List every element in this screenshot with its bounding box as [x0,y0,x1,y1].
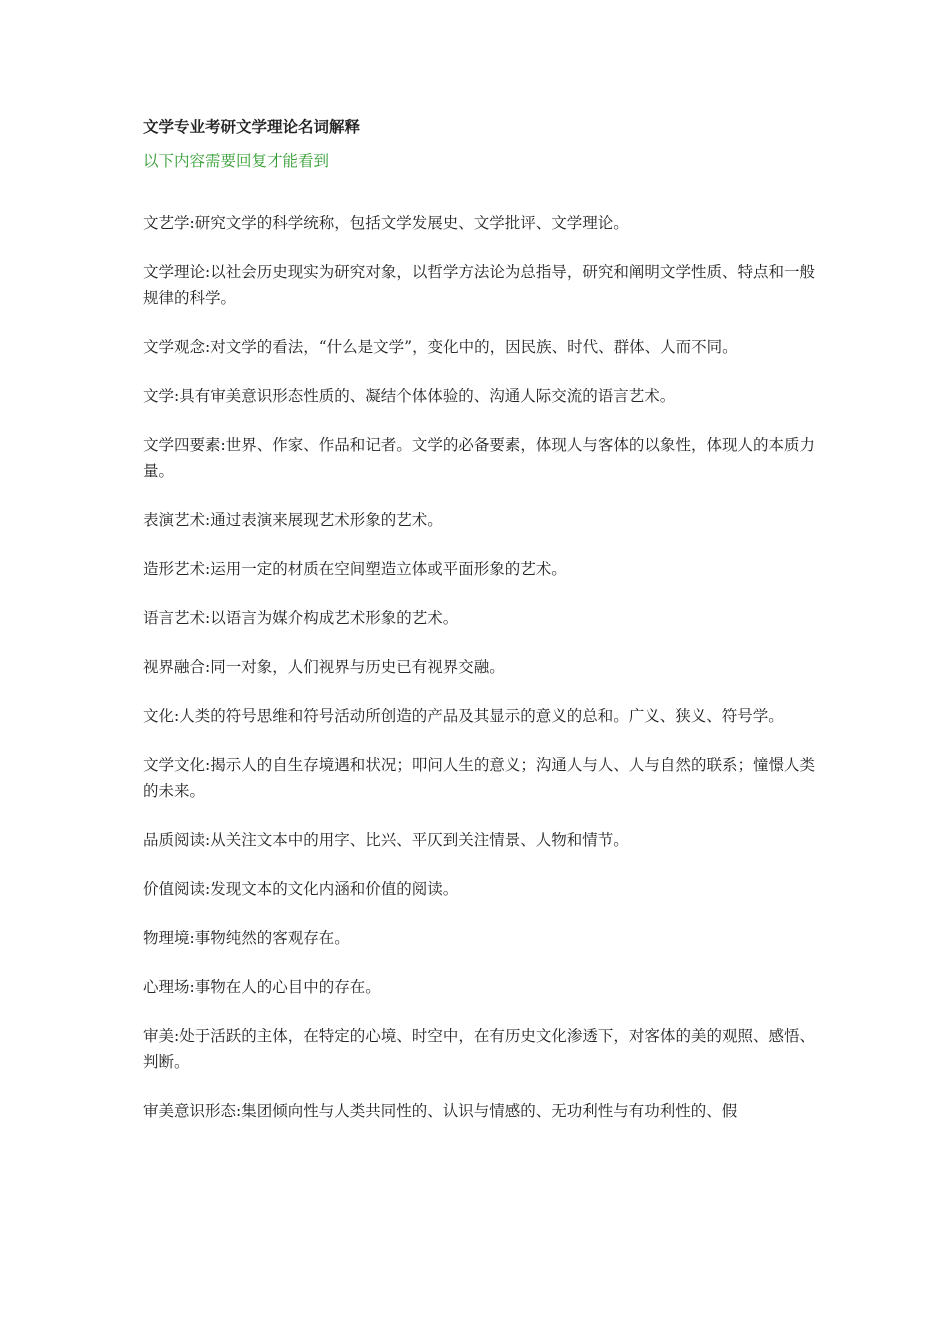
term-entry: 视界融合:同一对象，人们视界与历史已有视界交融。 [143,658,505,676]
term-entry: 心理场:事物在人的心目中的存在。 [143,978,381,996]
term-entry: 价值阅读:发现文本的文化内涵和价值的阅读。 [143,880,459,898]
term-entry: 文化:人类的符号思维和符号活动所创造的产品及其显示的意义的总和。广义、狭义、符号学。 [143,707,784,725]
term-entry: 审美意识形态:集团倾向性与人类共同性的、认识与情感的、无功利性与有功利性的、假 [143,1102,738,1120]
document-page [143,115,815,1147]
term-entry: 文学四要素:世界、作家、作品和记者。文学的必备要素，体现人与客体的以象性，体现人的本质力量。 [143,436,815,480]
term-entry: 文艺学:研究文学的科学统称，包括文学发展史、文学批评、文学理论。 [143,214,629,232]
term-entry: 物理境:事物纯然的客观存在。 [143,929,350,947]
term-entry: 语言艺术:以语言为媒介构成艺术形象的艺术。 [143,609,459,627]
term-entry: 表演艺术:通过表演来展现艺术形象的艺术。 [143,511,443,529]
term-entry: 造形艺术:运用一定的材质在空间塑造立体或平面形象的艺术。 [143,560,567,578]
term-entry: 品质阅读:从关注文本中的用字、比兴、平仄到关注情景、人物和情节。 [143,831,629,849]
reply-required-notice: 以下内容需要回复才能看到 [143,152,330,170]
term-entry: 审美:处于活跃的主体，在特定的心境、时空中，在有历史文化渗透下，对客体的美的观照、感悟、判断。 [143,1027,815,1071]
term-entry: 文学理论:以社会历史现实为研究对象，以哲学方法论为总指导，研究和阐明文学性质、特点和一般规律的科学。 [143,263,815,307]
term-entry: 文学文化:揭示人的自生存境遇和状况；叩问人生的意义；沟通人与人、人与自然的联系；憧憬人类的未来。 [143,756,815,800]
document-title: 文学专业考研文学理论名词解释 [143,117,361,136]
term-entry: 文学观念:对文学的看法，“什么是文学”，变化中的，因民族、时代、群体、人而不同。 [143,338,738,356]
term-entry: 文学:具有审美意识形态性质的、凝结个体体验的、沟通人际交流的语言艺术。 [143,387,676,405]
